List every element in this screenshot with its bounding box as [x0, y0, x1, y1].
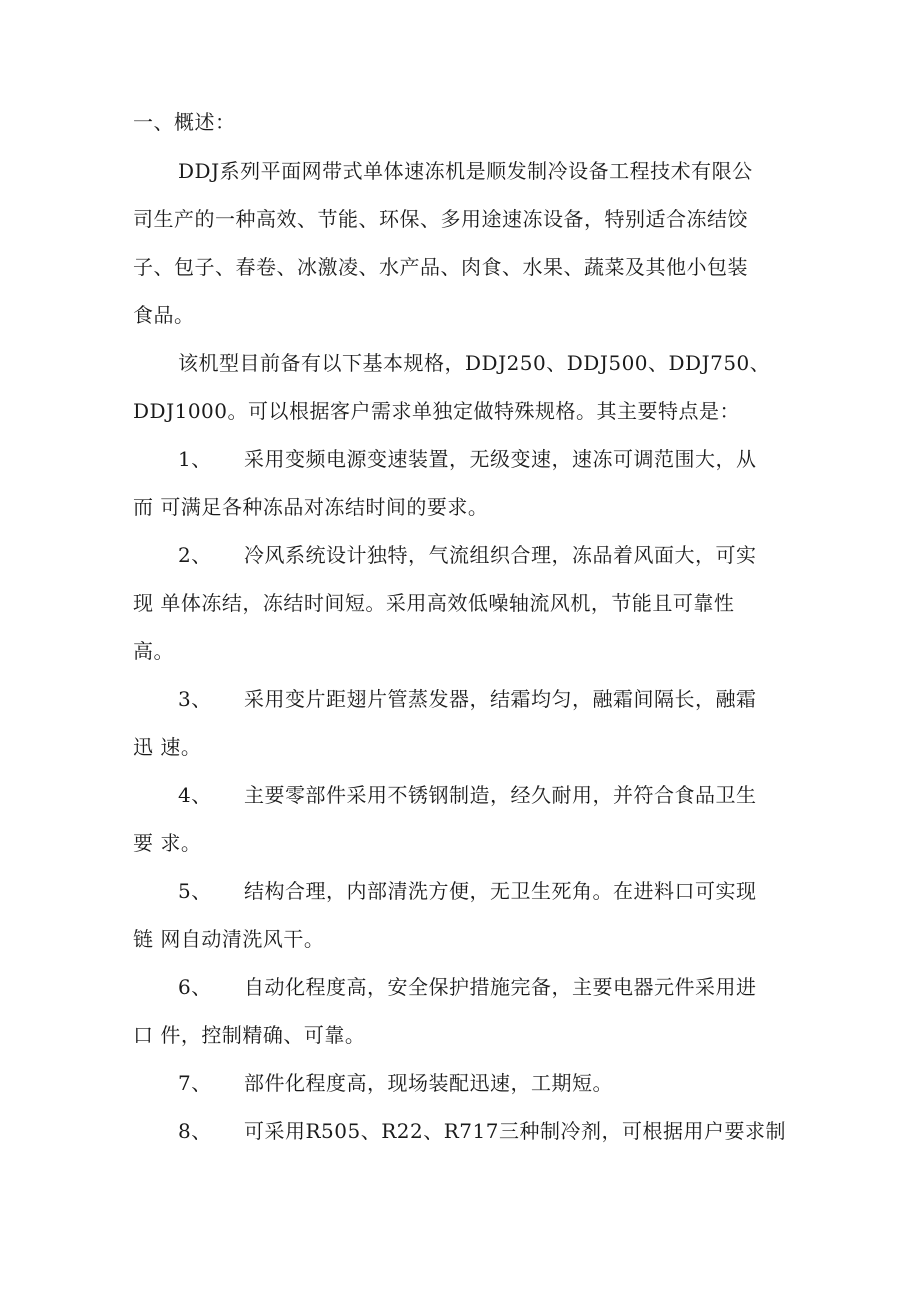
- feature-continuation: 高。: [133, 639, 174, 663]
- intro-line-4: 食品。: [133, 303, 195, 327]
- feature-number: 3、: [178, 687, 212, 711]
- feature-item-8: [178, 1117, 786, 1145]
- feature-number: 8、: [178, 1119, 212, 1143]
- feature-number: 6、: [178, 975, 212, 999]
- feature-item-1: [178, 445, 757, 473]
- feature-continuation: 口 件，控制精确、可靠。: [133, 1023, 366, 1047]
- feature-number: 5、: [178, 879, 212, 903]
- feature-item-2: [178, 541, 757, 569]
- feature-text: 结构合理，内部清洗方便，无卫生死角。在进料口可实现: [244, 879, 757, 903]
- feature-item-5: [178, 877, 757, 905]
- feature-text: 部件化程度高，现场装配迅速，工期短。: [244, 1071, 613, 1095]
- feature-number: 4、: [178, 783, 212, 807]
- feature-text: 冷风系统设计独特，气流组织合理，冻品着风面大，可实: [244, 543, 757, 567]
- section-heading: 一、概述：: [133, 110, 236, 134]
- feature-number: 1、: [178, 447, 212, 471]
- intro-line-1: DDJ系列平面网带式单体速冻机是顺发制冷设备工程技术有限公: [178, 159, 753, 183]
- feature-continuation: 迅 速。: [133, 735, 202, 759]
- feature-continuation: 要 求。: [133, 831, 202, 855]
- feature-item-3: [178, 685, 757, 713]
- feature-number: 2、: [178, 543, 212, 567]
- feature-text: 采用变频电源变速装置，无级变速，速冻可调范围大，从: [244, 447, 757, 471]
- feature-number: 7、: [178, 1071, 212, 1095]
- feature-text: 可采用R505、R22、R717三种制冷剂，可根据用户要求制: [244, 1119, 786, 1143]
- feature-item-6: [178, 973, 757, 1001]
- feature-item-7: [178, 1069, 613, 1097]
- intro-line-2: 司生产的一种高效、节能、环保、多用途速冻设备，特别适合冻结饺: [133, 207, 748, 231]
- specs-line-1: 该机型目前备有以下基本规格，DDJ250、DDJ500、DDJ750、: [178, 351, 771, 375]
- feature-text: 采用变片距翅片管蒸发器，结霜均匀，融霜间隔长，融霜: [244, 687, 757, 711]
- feature-continuation: 现 单体冻结，冻结时间短。采用高效低噪轴流风机，节能且可靠性: [133, 591, 735, 615]
- intro-line-3: 子、包子、春卷、冰激凌、水产品、肉食、水果、蔬菜及其他小包装: [133, 255, 748, 279]
- feature-text: 自动化程度高，安全保护措施完备，主要电器元件采用进: [244, 975, 757, 999]
- feature-text: 主要零部件采用不锈钢制造，经久耐用，并符合食品卫生: [244, 783, 757, 807]
- feature-continuation: 链 网自动清洗风干。: [133, 927, 325, 951]
- specs-line-2: DDJ1000。可以根据客户需求单独定做特殊规格。其主要特点是：: [133, 399, 740, 423]
- feature-item-4: [178, 781, 757, 809]
- feature-continuation: 而 可满足各种冻品对冻结时间的要求。: [133, 495, 489, 519]
